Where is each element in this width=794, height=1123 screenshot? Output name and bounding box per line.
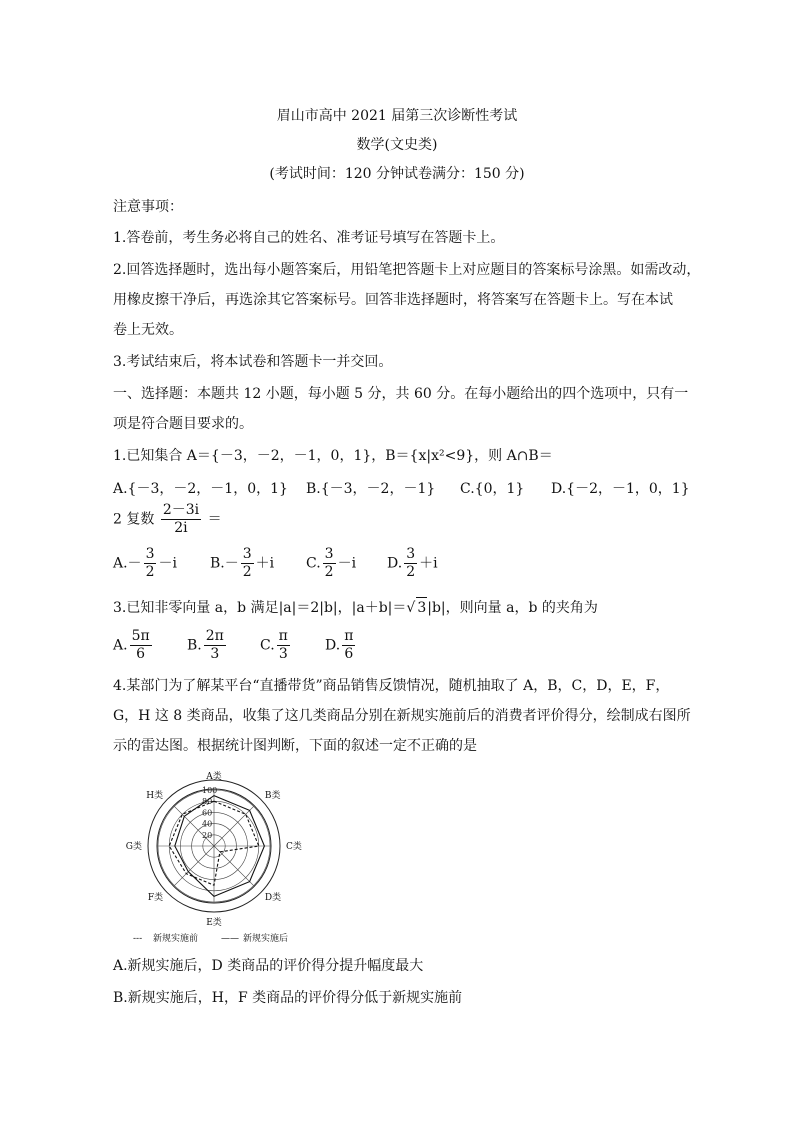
q3-sqrt-value: 3 — [416, 597, 427, 618]
note-2-line-1: 2.回答选择题时，选出每小题答案后，用铅笔把答题卡上对应题目的答案标号涂黑。如需改动， — [113, 262, 701, 278]
q4-stem-line-2: G，H 这 8 类商品，收集了这几类商品分别在新规实施前后的消费者评价得分，绘制成右图所 — [113, 708, 691, 724]
radar-category-label: E类 — [206, 918, 222, 928]
radar-category-label: F类 — [147, 892, 164, 903]
q2-option-d — [387, 546, 438, 581]
q3-d-fraction — [342, 628, 355, 663]
radar-chart — [125, 762, 325, 947]
radar-tick-label: 80 — [202, 797, 213, 807]
q3-d-label: D. — [325, 637, 341, 654]
note-1: 1.答卷前，考生务必将自己的姓名、准考证号填写在答题卡上。 — [113, 230, 505, 246]
q3-stem-a: 3.已知非零向量 a，b 满足|a|＝2|b|，|a＋b|＝ — [113, 600, 407, 616]
q1-option-c: C.{0，1} — [460, 481, 525, 497]
q2-denominator: 2i — [174, 520, 188, 536]
q3-stem-b: |b|，则向量 a，b 的夹角为 — [427, 600, 598, 616]
q2-a-label: A.－ — [113, 555, 142, 572]
radar-tick-label: 100 — [202, 786, 218, 795]
q1-stem: 1.已知集合 A＝{－3，－2，－1，0，1}，B＝{x|x²<9}，则 A∩B＝ — [113, 448, 553, 464]
time-note: (考试时间：120 分钟试卷满分：150 分) — [269, 166, 525, 182]
radar-spoke — [214, 806, 254, 846]
section-1-heading-cont: 项是符合题目要求的。 — [113, 416, 253, 432]
note-3: 3.考试结束后，将本试卷和答题卡一并交回。 — [113, 354, 393, 370]
notes-heading: 注意事项： — [113, 199, 183, 215]
q4-stem-line-1: 4.某部门为了解某平台“直播带货”商品销售反馈情况，随机抽取了 A，B，C，D，E，F， — [113, 678, 670, 694]
q3-a-label: A. — [113, 637, 128, 654]
q2-a-den: 2 — [145, 564, 155, 580]
q4-option-b: B.新规实施后，H，F 类商品的评价得分低于新规实施前 — [113, 990, 463, 1006]
q2-option-c — [306, 546, 356, 581]
radar-tick-label: 20 — [202, 830, 213, 840]
q2-b-tail: ＋i — [255, 555, 275, 572]
q3-option-a — [113, 628, 154, 663]
exam-title: 眉山市高中 2021 届第三次诊断性考试 — [276, 108, 518, 124]
radar-category-label: D类 — [264, 892, 282, 903]
q4-stem-line-3: 示的雷达图。根据统计图判断，下面的叙述一定不正确的是 — [113, 738, 477, 754]
q2-a-num: 3 — [145, 546, 155, 562]
q2-stem — [113, 502, 222, 537]
q3-c-fraction — [277, 628, 290, 663]
q3-c-den: 3 — [278, 646, 288, 662]
q3-b-fraction — [204, 628, 226, 663]
q2-d-den: 2 — [406, 564, 416, 580]
q3-d-den: 6 — [344, 646, 354, 662]
q3-option-d — [325, 628, 357, 663]
legend-after-mark: —— — [221, 934, 239, 944]
legend-before-mark: --- — [133, 934, 143, 944]
q2-a-tail: －i — [158, 555, 177, 572]
q2-b-fraction — [241, 546, 254, 581]
q3-b-den: 3 — [210, 646, 220, 662]
q2-c-num: 3 — [324, 546, 334, 562]
q2-suffix: ＝ — [207, 511, 222, 528]
note-2-line-2: 用橡皮擦干净后，再选涂其它答案标号。回答非选择题时，将答案写在答题卡上。写在本试 — [113, 292, 673, 308]
legend-after-label: 新规实施后 — [243, 934, 289, 944]
q2-numerator: 2－3i — [162, 502, 200, 518]
q3-a-fraction — [130, 628, 152, 663]
q2-d-num: 3 — [406, 546, 416, 562]
radar-spoke — [174, 846, 214, 886]
q3-option-c — [260, 628, 292, 663]
q2-option-a — [113, 546, 177, 581]
q2-c-label: C. — [306, 555, 321, 572]
q3-b-label: B. — [187, 637, 202, 654]
radar-category-label: A类 — [206, 772, 222, 782]
subject-title: 数学(文史类) — [356, 137, 438, 153]
q3-d-num: π — [344, 628, 354, 644]
q2-d-fraction — [404, 546, 417, 581]
q2-d-tail: ＋i — [419, 555, 438, 572]
q2-a-fraction — [144, 546, 157, 581]
radar-category-label: G类 — [125, 842, 142, 852]
radar-category-label: B类 — [264, 791, 281, 802]
q2-c-tail: －i — [337, 555, 357, 572]
q3-a-num: 5π — [131, 628, 150, 644]
q3-option-b — [187, 628, 228, 663]
q2-b-label: B.－ — [210, 555, 239, 572]
q1-option-d: D.{－2，－1，0，1} — [551, 481, 690, 497]
q4-option-a: A.新规实施后，D 类商品的评价得分提升幅度最大 — [113, 958, 424, 974]
section-1-heading: 一、选择题：本题共 12 小题，每小题 5 分，共 60 分。在每小题给出的四个选项中，只有一 — [113, 386, 689, 402]
q2-b-den: 2 — [242, 564, 252, 580]
q2-b-num: 3 — [242, 546, 252, 562]
q2-fraction — [161, 502, 201, 537]
q1-option-a: A.{－3，－2，－1，0，1} — [113, 481, 288, 497]
q3-c-label: C. — [260, 637, 275, 654]
radar-category-label: H类 — [146, 791, 164, 802]
q3-b-num: 2π — [205, 628, 224, 644]
q3-stem — [113, 597, 598, 618]
sqrt-symbol: √ — [406, 600, 416, 616]
radar-tick-label: 40 — [202, 819, 213, 829]
q2-d-label: D. — [387, 555, 403, 572]
q3-c-num: π — [278, 628, 288, 644]
q1-option-b: B.{－3，－2，－1} — [306, 481, 436, 497]
radar-tick-label: 60 — [202, 808, 213, 818]
q2-prefix: 2 复数 — [113, 511, 155, 528]
legend-before-label: 新规实施前 — [153, 934, 199, 944]
q2-option-b — [210, 546, 274, 581]
q2-c-den: 2 — [324, 564, 334, 580]
q2-c-fraction — [323, 546, 336, 581]
note-2-line-3: 卷上无效。 — [113, 322, 183, 338]
q3-a-den: 6 — [136, 646, 146, 662]
radar-category-label: C类 — [286, 842, 302, 852]
